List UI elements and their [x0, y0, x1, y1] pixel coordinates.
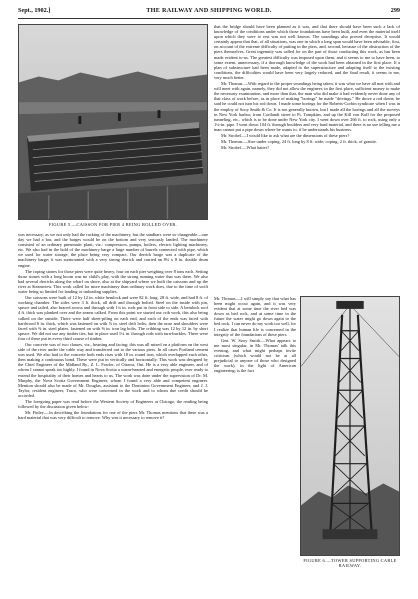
paragraph: The foregoing paper was read before the Western Society of Engineers at Chicago, the reading being followed by the discussion given below:	[18, 399, 208, 410]
paragraph: was necessary, as we not only had the racking of the machinery, but the sandbars were so changeable—one day we had a bar, and the barges would be on the bottom and very seriously landed. The machinery consisted of an ordinary pneumatic plant, viz.: compressors, pumps, boilers, electric lighting machinery, etc. We also had in the hold of the machinery barge a large number of barrels connected with pipe, which we used for water storage, the place being very compact. Our derrick barge was a duplicate of the machinery barge; it was surmounted with a very strong derrick and carried an 8¾ x 8 in. double drum engine.	[18, 232, 208, 268]
caisson-photo-image	[19, 25, 207, 219]
header-date: Sept., 1902.]	[18, 7, 51, 14]
paragraph: The coping stones for those piers were quite heavy, four on each pier weighing over 8 tons each. Setting those stones with a long boom was no child's play, with the strong running water that was there. We also had several derricks along the wharf on shore, also at the shipyard where we built the caissons and up the river at Steamview. This work called for more machinery than ordinary work does, due to the time of swift water being so limited for landing or unloading supplies.	[18, 268, 208, 295]
figure-5-caption: FIGURE 5.—CAISSON FOR PIER 4 BEING ROLLED OVER.	[48, 222, 178, 227]
paragraph: Mr. Finley.—In describing the foundations for one of the piers Mr. Thomas mentions that there was a hard material that was very difficult to remove. Why was it necessary to remove it?	[18, 410, 208, 421]
figure-6-photo	[300, 296, 400, 556]
figure-6-caption: FIGURE 6.—TOWER SUPPORTING CABLE RAILWAY.	[303, 558, 397, 568]
header-journal-title: THE RAILWAY AND SHIPPING WORLD.	[146, 7, 272, 14]
paragraph: Our concrete was of two classes, viz., hearting and facing; this was all mixed on a platform on the west side of the river under the cable way and transferred out to the various piers. In all cases Portland cement was used. We also had to the concrete both ends rises with 18 in. round iron, which overlapped each other, then making a continuous bond. These were put in vertically and horizontally. This work was designed by the Chief Engineer of the Midland Ry., Z. L. Fowler, of Ottawa, Ont. He is a very able engineer, and of whom I cannot speak too highly. I found in Nova Scotia a warm-hearted and energetic people, ever ready to extend the hospitality of their homes and hearts to us. The work was done under the supervision of Dr. M. Murphy, the Nova Scotia Government Engineer, whom I found a very able and competent engineer. Mention should also be made of Mr. Douglas, assistant to the Dominion Government Engineer, and J. J. Taylor, resident engineer, Truro, who were concerned in the work and to whom due credit should be accorded.	[18, 341, 208, 398]
paragraph: Mr. Strobel.—What batter?	[221, 145, 270, 151]
figure-5-photo	[18, 24, 208, 220]
paragraph: Our caissons were built of 12 by 12 in. white hemlock and were 82 ft. long, 28 ft. wide, and had 8 ft. of working chamber. The sides were 3 ft. thick, all drift and through bolted. Steel on the inside with pin, spruce and tailed, also braced across and through with 1¼ in. rods put in from side to side. A hemlock roof 4 ft. thick was planked over and the seams calked. From this point we started our crib work, this also being calked on the outside. There were half sheet-piling on each end, and each of the ends was faced with hardwood 6 in. thick, which was fastened on with ⅞ in. steel drift bolts; then the nose and shoulders were faced with ⅜ in. steel plates, fastened on with ⅜ in. iron lag bolts. The cribbing was 12 by 12 in. by short spruce. We did not use any timber ties, but in place used 1¼ in. through rods with turn-buckles. There were four of these put in every third course of timber.	[18, 295, 208, 341]
header-rule	[18, 18, 400, 19]
tower-photo-image	[301, 297, 399, 555]
header-page-number: 299	[390, 7, 400, 14]
middle-lower-column-text	[214, 296, 296, 556]
paragraph: Mr. Thomas.—I will simply say that what has been might occur again, and it was very evident that at some time the river bed was down as bed rock, and at some time in the future the water might go down again to the bed rock. I can never do my work too well, for I realize that human life is concerned in the integrity of the foundations of these piers.	[214, 296, 296, 337]
paragraph: Mr. Thomas.—Size under coping, 24 ft. long by 8 ft. wide; coping, 2 ft. thick, of granite.	[221, 139, 377, 145]
paragraph: Mr. Strobel.—I would like to ask what are the dimensions of these piers?	[221, 132, 350, 138]
paragraph: Mr. Thomas.—With regard to the proper soundings being taken, it was what we have all met with and will meet with again, namely, they did not allow the engineer, in the first place, sufficient money to make the necessary examination, and more than that, the man who did make it had evidently never done any of that class of work before, as in place of making "borings" he made "drivings." He drove a rod down; he said he could not turn his rod down. I made some borings for the Roberts-Corbin syndicate when I was in the employ of Sooy Smith & Co. It is not generally known, but I made all the borings and all the surveys in New York harbor, from Cortlandt street to Ft. Tompkins, and up the Kill von Kull for the proposed tunneling, etc., which is to be done under New York city. I went down over 266 ft. to rock, using only a 1¼-in. pipe. I went down 104 ft. through boulders and very hard material, and there is no use telling me a man cannot put a pipe down where he wants to, if he understands his business.	[214, 81, 400, 132]
paragraph: that the bridge should have been planned as it was, and that there should have been such a lack of knowledge of the conditions under which those foundations have been built, and even the material itself upon which they were to rest was not well known. The soundings also proved deceptive. It would certainly appear that that, of all situations, was one in which a long span would have been advisable, first, on account of the extreme difficulty of putting in the piers, and, second, because of the obstruction of the piers themselves. Great ingenuity was called for on the part of those conducting this work, as has been made evident to-us. The greatest difficulty was imposed upon them, and it seems to me to have been, to some extent, unnecessary, if a thorough knowledge of the work had been obtained in the first place. If a plan of substructure had been made, adapted to the superstructure and adapting itself to the existing conditions, the difficulties would have been very largely reduced, and the final result, it seems to me, very much better.	[214, 24, 400, 80]
paragraph: Gen. W. Sooy Smith.—What appears to me most singular, in Mr. Thomas' talk this evening, and what might perhaps invite criticism (which would not be at all prejudicial to anyone of those who designed the work), in the light of American engineering, is the fact	[214, 337, 296, 374]
left-column-text	[18, 232, 208, 587]
